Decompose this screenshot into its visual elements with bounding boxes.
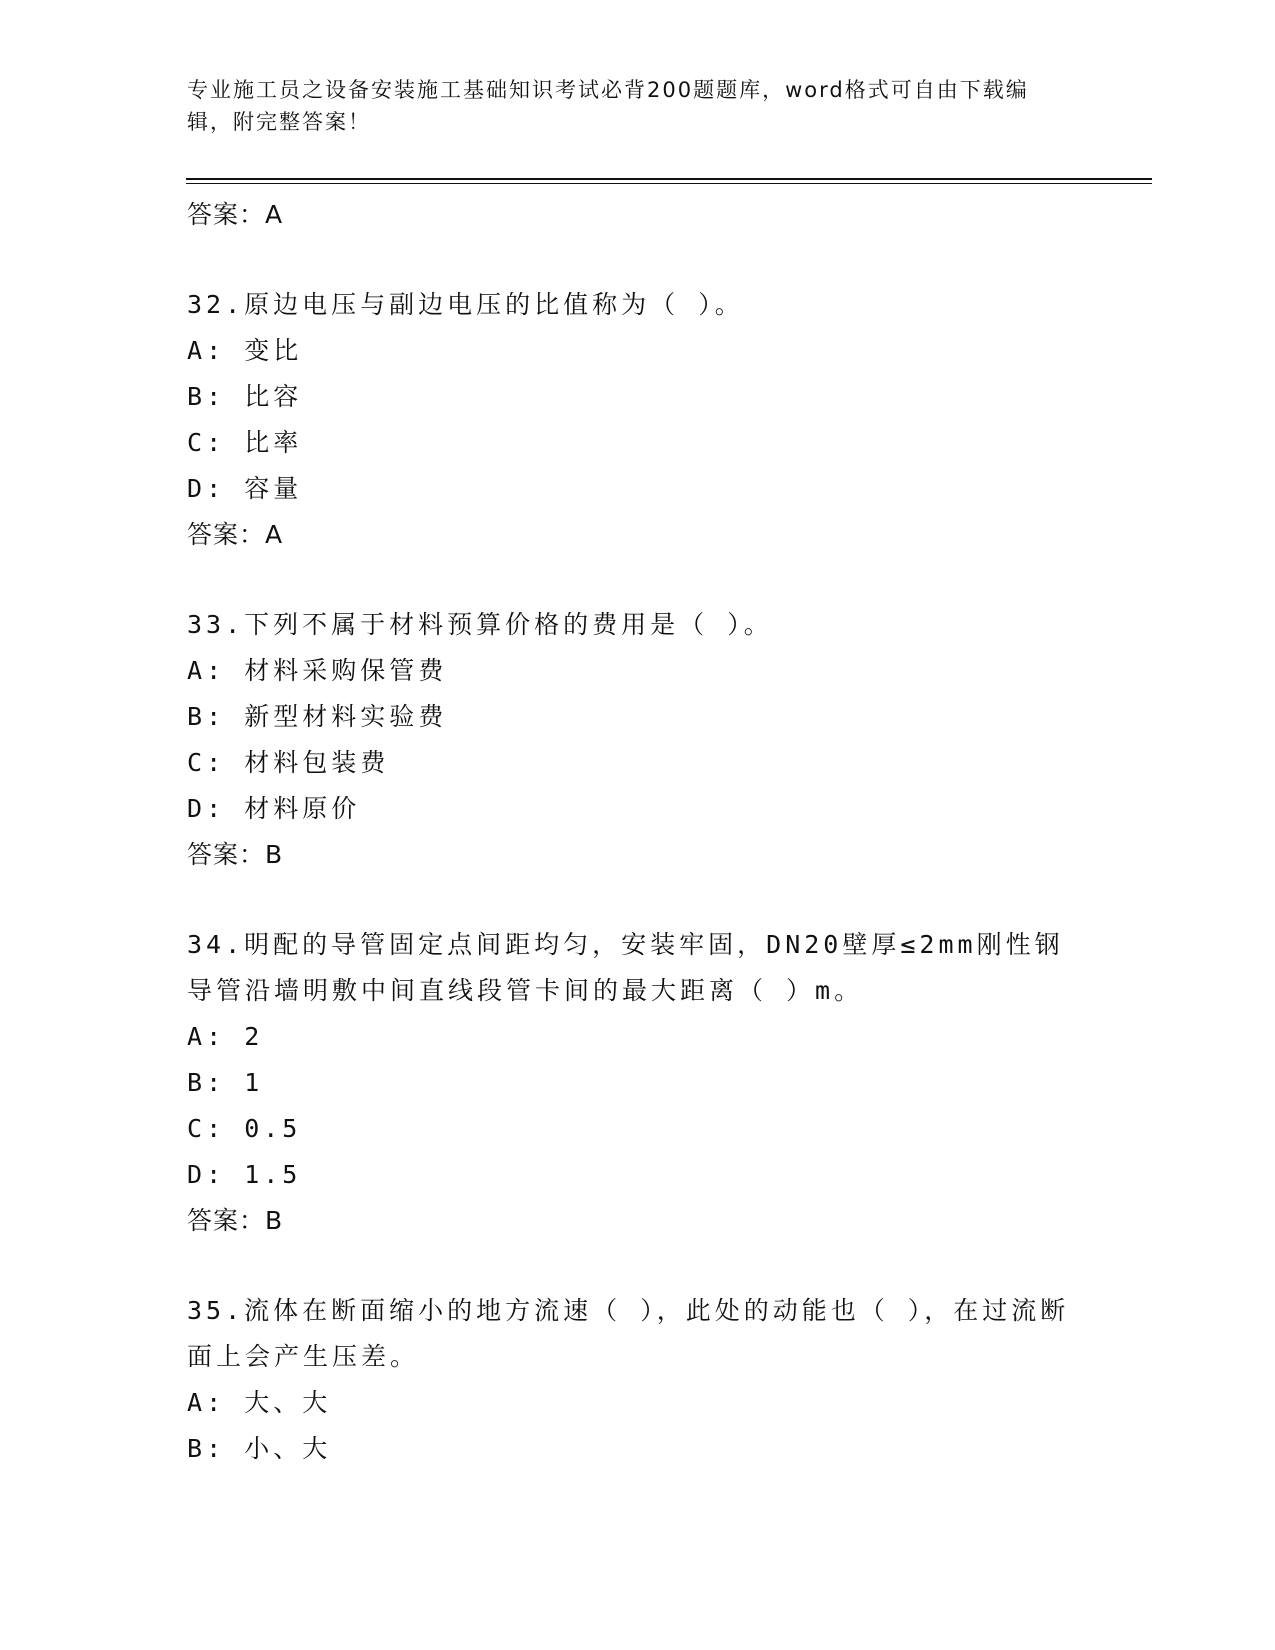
option-separator: : xyxy=(206,1388,226,1417)
option-b xyxy=(187,374,1087,420)
option-letter: B xyxy=(187,382,207,411)
option-text: 材料原价 xyxy=(244,794,361,823)
question-block xyxy=(187,282,1087,558)
option-b xyxy=(187,694,1087,740)
option-separator: : xyxy=(206,1114,226,1143)
option-text: 0.5 xyxy=(244,1114,302,1143)
option-letter: A xyxy=(187,1022,207,1051)
option-text: 1 xyxy=(244,1068,264,1097)
answer-line: 答案：A xyxy=(187,520,284,549)
option-c xyxy=(187,420,1087,466)
header-rule-thick xyxy=(186,178,1152,180)
option-text: 材料包装费 xyxy=(244,748,390,777)
option-separator: : xyxy=(206,702,226,731)
option-text: 容量 xyxy=(244,474,303,503)
option-text: 大、大 xyxy=(244,1388,332,1417)
header-rule-thin xyxy=(186,183,1152,184)
answer-line: 答案：B xyxy=(187,840,284,869)
option-a xyxy=(187,1014,1087,1060)
option-a xyxy=(187,648,1087,694)
option-separator: : xyxy=(206,382,226,411)
document-header: 专业施工员之设备安装施工基础知识考试必背200题题库，word格式可自由下载编辑，附完整答案！ xyxy=(187,78,1029,134)
question-text: 34.明配的导管固定点间距均匀，安装牢固，DN20壁厚≤2mm刚性钢导管沿墙明敷中间直线段管卡间的最大距离（ ）m。 xyxy=(187,930,1064,1005)
option-text: 2 xyxy=(244,1022,264,1051)
option-letter: A xyxy=(187,336,207,365)
question-text: 32.原边电压与副边电压的比值称为（ ）。 xyxy=(187,290,744,319)
option-d xyxy=(187,1152,1087,1198)
option-separator: : xyxy=(206,428,226,457)
option-letter: B xyxy=(187,1068,207,1097)
option-d xyxy=(187,786,1087,832)
option-text: 比率 xyxy=(244,428,303,457)
option-c xyxy=(187,740,1087,786)
option-letter: B xyxy=(187,1434,207,1463)
option-text: 材料采购保管费 xyxy=(244,656,448,685)
option-letter: A xyxy=(187,656,207,685)
question-text: 33.下列不属于材料预算价格的费用是（ ）。 xyxy=(187,610,773,639)
option-separator: : xyxy=(206,1160,226,1189)
option-a xyxy=(187,328,1087,374)
option-text: 新型材料实验费 xyxy=(244,702,448,731)
option-letter: B xyxy=(187,702,207,731)
option-letter: C xyxy=(187,1114,207,1143)
option-c xyxy=(187,1106,1087,1152)
option-text: 比容 xyxy=(244,382,303,411)
option-separator: : xyxy=(206,748,226,777)
question-block xyxy=(187,602,1087,878)
answer-line: 答案：B xyxy=(187,1206,284,1235)
option-separator: : xyxy=(206,1068,226,1097)
answer-line: 答案：A xyxy=(187,200,284,229)
option-letter: D xyxy=(187,794,207,823)
question-block xyxy=(187,922,1087,1244)
option-text: 变比 xyxy=(244,336,303,365)
option-d xyxy=(187,466,1087,512)
question-block xyxy=(187,1288,1087,1472)
option-letter: A xyxy=(187,1388,207,1417)
option-separator: : xyxy=(206,656,226,685)
question-text: 35.流体在断面缩小的地方流速（ ），此处的动能也（ ），在过流断面上会产生压差。 xyxy=(187,1296,1070,1371)
option-b xyxy=(187,1060,1087,1106)
option-text: 小、大 xyxy=(244,1434,332,1463)
option-letter: D xyxy=(187,474,207,503)
option-separator: : xyxy=(206,336,226,365)
option-letter: D xyxy=(187,1160,207,1189)
option-a xyxy=(187,1380,1087,1426)
option-separator: : xyxy=(206,1434,226,1463)
option-b xyxy=(187,1426,1087,1472)
option-text: 1.5 xyxy=(244,1160,302,1189)
option-letter: C xyxy=(187,428,207,457)
option-separator: : xyxy=(206,1022,226,1051)
option-letter: C xyxy=(187,748,207,777)
option-separator: : xyxy=(206,474,226,503)
question-list xyxy=(187,192,1087,1472)
option-separator: : xyxy=(206,794,226,823)
